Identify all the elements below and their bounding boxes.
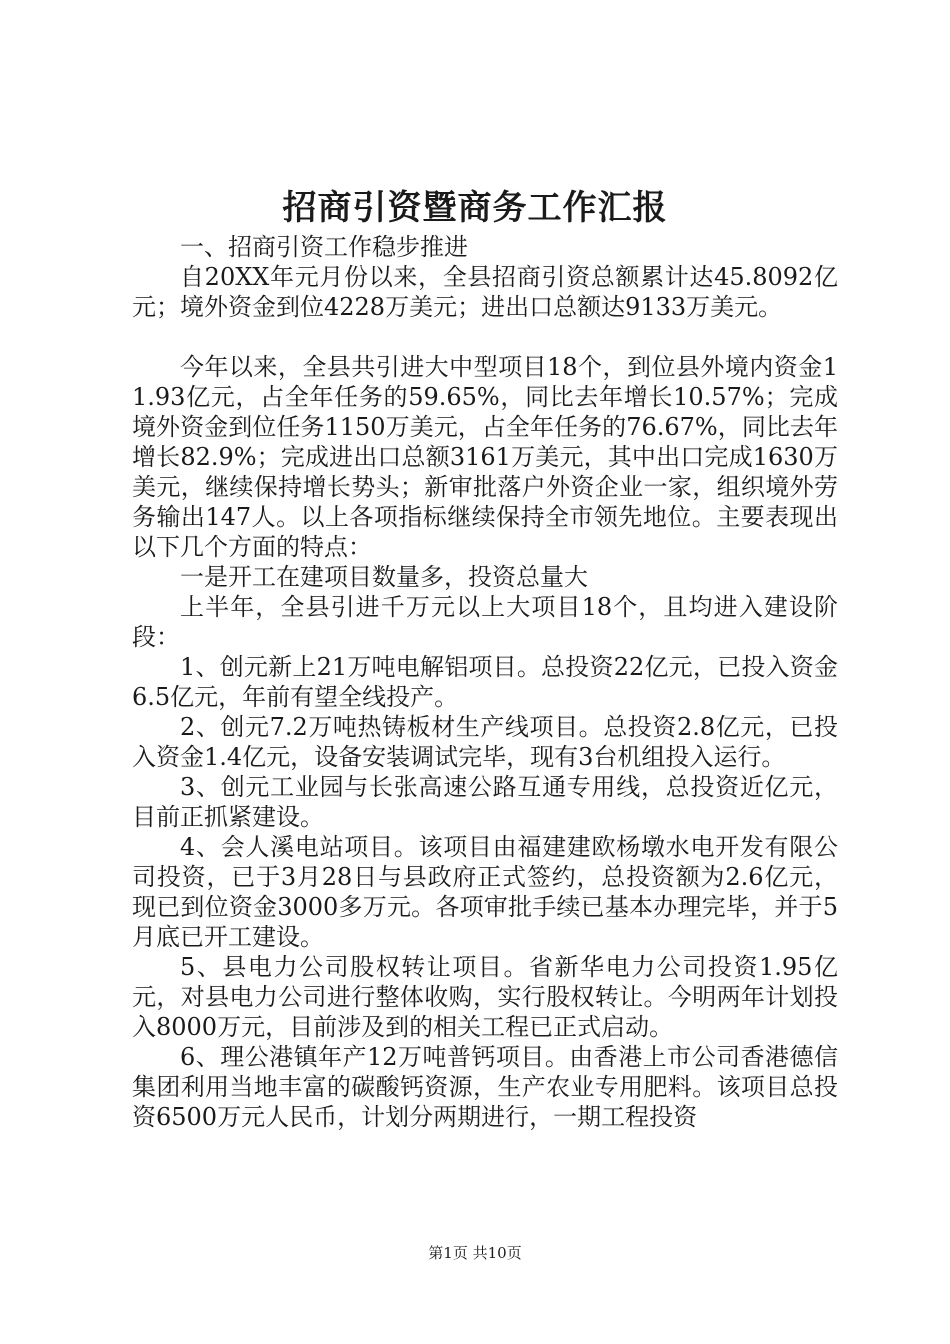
list-item: 2、创元7.2万吨热铸板材生产线项目。总投资2.8亿元，已投入资金1.4亿元，设备安装调试完毕，现有3台机组投入运行。 [132, 713, 838, 771]
list-item: 3、创元工业园与长张高速公路互通专用线，总投资近亿元，目前正抓紧建设。 [132, 773, 838, 831]
list-item: 4、会人溪电站项目。该项目由福建建欧杨墩水电开发有限公司投资，已于3月28日与县政府正式签约，总投资额为2.6亿元，现已到位资金3000多万元。各项审批手续已基本办理完毕，并于5月底已开工建设。 [132, 833, 838, 951]
paragraph: 上半年，全县引进千万元以上大项目18个，且均进入建设阶段： [132, 593, 838, 651]
list-item: 1、创元新上21万吨电解铝项目。总投资22亿元，已投入资金6.5亿元，年前有望全线投产。 [132, 653, 838, 711]
list-item: 5、县电力公司股权转让项目。省新华电力公司投资1.95亿元，对县电力公司进行整体收购，实行股权转让。今明两年计划投入8000万元，目前涉及到的相关工程已正式启动。 [132, 953, 838, 1041]
page-footer: 第1页 共10页 [428, 1244, 522, 1262]
paragraph: 自20XX年元月份以来，全县招商引资总额累计达45.8092亿元；境外资金到位4228万美元；进出口总额达9133万美元。 [132, 263, 838, 321]
list-item: 6、理公港镇年产12万吨普钙项目。由香港上市公司香港德信集团利用当地丰富的碳酸钙资源，生产农业专用肥料。该项目总投资6500万元人民币，计划分两期进行，一期工程投资 [132, 1043, 838, 1131]
section-heading: 一、招商引资工作稳步推进 [180, 233, 468, 261]
paragraph: 今年以来，全县共引进大中型项目18个，到位县外境内资金11.93亿元，占全年任务的59.65%，同比去年增长10.57%；完成境外资金到位任务1150万美元，占全年任务的76.67%，同比去年增长82.9%；完成进出口总额3161万美元，其中出口完成1630万美元，继续保持增长势头；新审批落户外资企业一家，组织境外劳务输出147人。以上各项指标继续保持全市领先地位。主要表现出以下几个方面的特点： [132, 353, 838, 561]
document-title: 招商引资暨商务工作汇报 [282, 188, 668, 228]
document-body [132, 232, 838, 1132]
sub-heading: 一是开工在建项目数量多，投资总量大 [180, 563, 588, 591]
